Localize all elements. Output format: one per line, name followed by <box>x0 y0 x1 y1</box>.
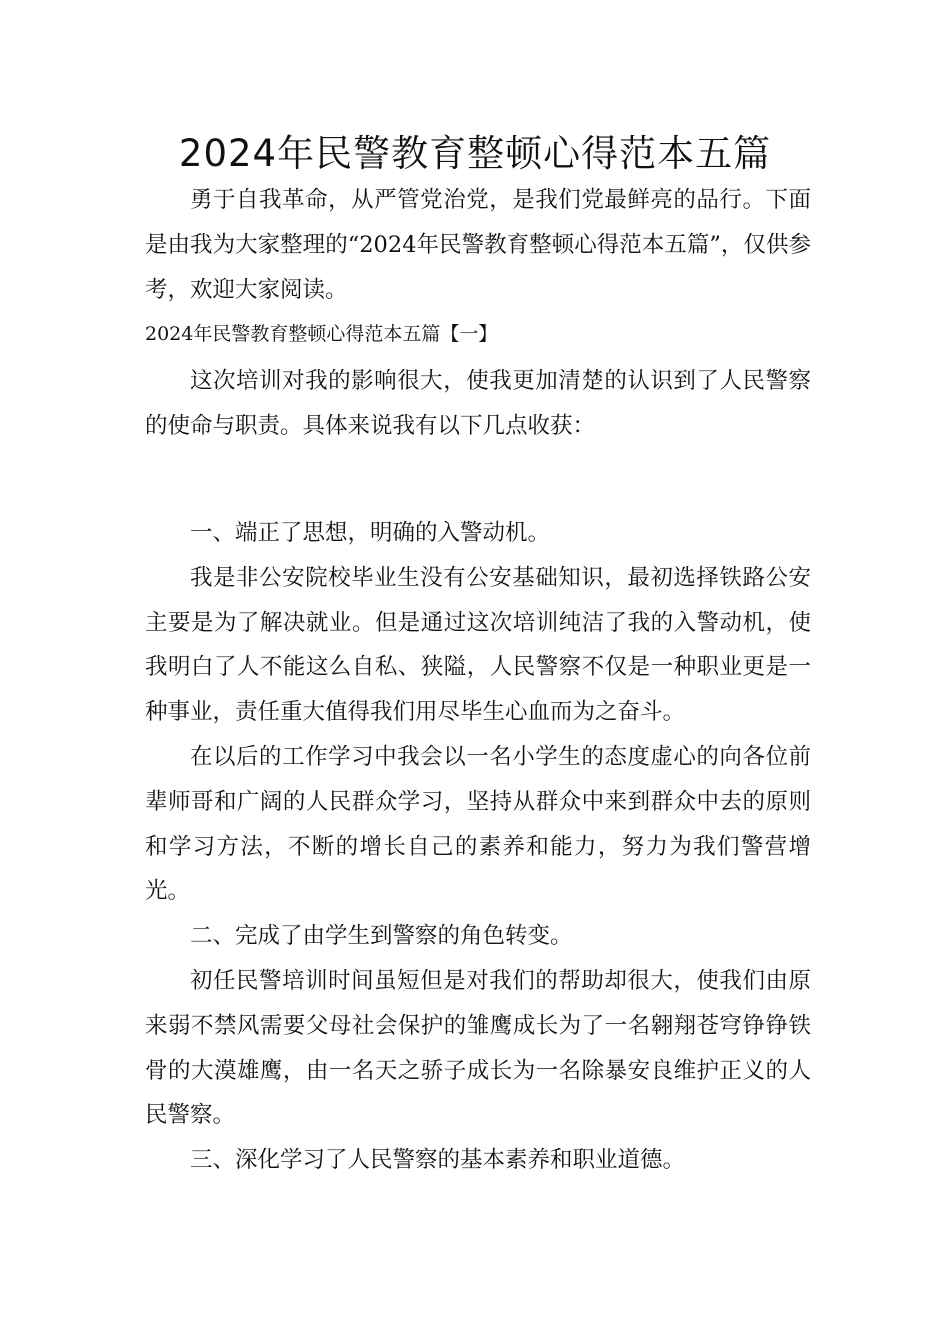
paragraph-6: 初任民警培训时间虽短但是对我们的帮助却很大，使我们由原来弱不禁风需要父母社会保护的雏鹰成长为了一名翱翔苍穹铮铮铁骨的大漠雄鹰，由一名天之骄子成长为一名除暴安良维护正义的人民警察。 <box>145 967 811 1129</box>
document-body <box>145 178 811 1183</box>
paragraph-1: 这次培训对我的影响很大，使我更加清楚的认识到了人民警察的使命与职责。具体来说我有以下几点收获： <box>145 368 811 440</box>
section-heading: 2024年民警教育整顿心得范本五篇【一】 <box>145 323 498 346</box>
paragraph-5: 二、完成了由学生到警察的角色转变。 <box>190 923 573 950</box>
paragraph-4: 在以后的工作学习中我会以一名小学生的态度虚心的向各位前辈师哥和广阔的人民群众学习，坚持从群众中来到群众中去的原则和学习方法，不断的增长自己的素养和能力，努力为我们警营增光。 <box>145 743 811 905</box>
intro-paragraph: 勇于自我革命，从严管党治党，是我们党最鲜亮的品行。下面是由我为大家整理的“2024年民警教育整顿心得范本五篇”，仅供参考，欢迎大家阅读。 <box>145 187 811 303</box>
document-title: 2024年民警教育整顿心得范本五篇 <box>178 132 772 175</box>
blank-spacer <box>145 459 811 511</box>
paragraph-2: 一、端正了思想，明确的入警动机。 <box>190 519 551 546</box>
paragraph-3: 我是非公安院校毕业生没有公安基础知识，最初选择铁路公安主要是为了解决就业。但是通过这次培训纯洁了我的入警动机，使我明白了人不能这么自私、狭隘，人民警察不仅是一种职业更是一种事业，责任重大值得我们用尽毕生心血而为之奋斗。 <box>145 564 811 726</box>
paragraph-7: 三、深化学习了人民警察的基本素养和职业道德。 <box>190 1147 686 1174</box>
